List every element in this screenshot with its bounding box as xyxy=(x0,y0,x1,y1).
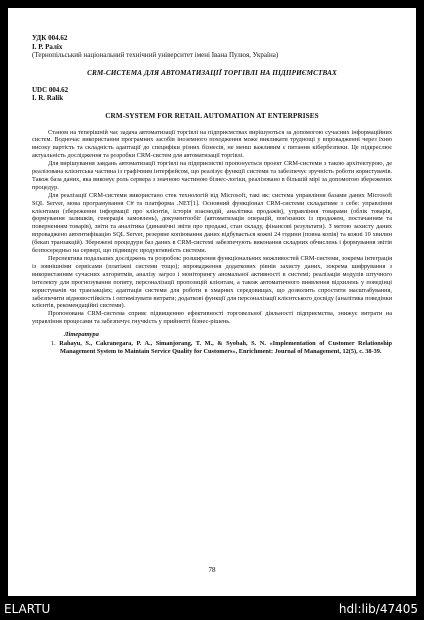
paragraph-perspectives: Перспектива подальших досліджень та розробок: розширення функціональних можливостей CRM-системи, зокрема інтеграція із зовнішніми сервісами (платіжні системи тощо); впровадження додаткових рівнів захисту даних, зокрема шифрування з використанням сучасних алгоритмів, аналізу загроз і моніторингу аномальної активності в системі; реалізація модулів штучного інтелекту для прогнозування попиту, персоналізації пропозицій клієнтам, а також автоматичного виявлення відхилень у поведінці користувачів чи транзакціях; адаптація системи для роботи в хмарних середовищах, що дозволить спростити масштабування, забезпечити відмовостійкість і оптимізувати витрати; додаткові функції для персоналізації клієнтського досвіду (аналітика поведінки клієнтів, рекомендаційні системи). xyxy=(32,255,392,310)
reference-text: Rahayu, S., Cakranegara, P. A., Simanjorang, T. M., & Syobah, S. N. «Implementation of Customer Relationship Management System to Maintain Service Quality for Customers», Enrichment: Journal of Management, 12(5), с. 38-39. xyxy=(59,340,392,356)
article-body xyxy=(32,129,392,327)
references-heading: Література xyxy=(64,331,99,339)
ua-header xyxy=(32,34,392,60)
en-header xyxy=(32,86,392,103)
footer-bar xyxy=(0,598,424,620)
ua-author: І. Р. Раліх xyxy=(32,42,63,51)
article-content xyxy=(32,34,392,356)
ua-title: CRM-СИСТЕМА ДЛЯ АВТОМАТИЗАЦІЇ ТОРГІВЛІ НА ПІДПРИЄМСТВАХ xyxy=(87,68,337,77)
footer-repository-label: ELARTU xyxy=(4,602,51,616)
ua-affiliation: (Тернопільський національний технічний університет імені Івана Пулюя, Україна) xyxy=(32,51,279,59)
en-title: CRM-SYSTEM FOR RETAIL AUTOMATION AT ENTERPRISES xyxy=(105,111,319,120)
reference-item xyxy=(32,340,392,356)
paragraph-technology: Для реалізації CRM-системи використано стек технологій від Microsoft, такі як: система управління базами даних Microsoft SQL Server, мова програмування C# та платформа .NET[1]. Основний функціонал CRM-системи складатиме з себе: управління клієнтами (збереження інформації про клієнтів, історія взаємодій, аналітика продажів), управління товарами (облік товарів, формування залишків, генерація замовлень), документообіг (автоматизація операцій, пов'язаних із продажем, постачанням та поверненням товарів), звіти та аналітика (динамічні звіти про продажі, стан складу, фінансові результати). З метою захисту даних впроваджено автентифікацію SQL Server, резервне копіювання даних відбувається кожні 24 години (повна копія) та кожні 10 хвилин (бекап транзакцій). Збережені процедури баз даних в CRM-системі забезпечують виконання складних обчислень і формування звітів безпосередньо на сервері, що підвищує продуктивність системи. xyxy=(32,191,392,255)
reference-number: 1. xyxy=(51,340,56,348)
ua-udc: УДК 004.62 xyxy=(32,34,68,42)
en-author: I. R. Ralik xyxy=(32,94,64,102)
paragraph-architecture: Для вирішування завдань автоматизації торгівлі на підприємстві пропонується проект CRM-системи з такою архітектурою, де реалізована клієнтська частина із графічним інтерфейсом, що реалізує функції системи та забезпечує зручність роботи користувачів. Також база даних, яка виконує роль сервера з значною частиною бізнес-логіки, реалізовано в більшій мірі за допомогою збережених процедур. xyxy=(32,160,392,191)
en-udc: UDC 004.62 xyxy=(32,85,69,94)
paragraph-conclusion: Пропонована CRM-система сприяє підвищенню ефективності торговельної діяльності підприємства, знижує витрати на управління процесами та забезпечує гнучкість у прийнятті бізнес-рішень. xyxy=(32,310,392,326)
page-number: 78 xyxy=(208,566,216,574)
paper-page xyxy=(8,8,416,596)
footer-handle-label: hdl:lib/47405 xyxy=(338,602,418,616)
paragraph-intro: Станом на теперішній час задача автоматизації торгівлі на підприємствах вирішуються за допомогою сучасних інформаційних систем. Водночас використання програмних засобів іноземного походження може викликати труднощі у впровадженні через їхню високу вартість та складність адаптації до специфіки різних бізнесів, не менш важливим є питання кібербезпеки. Це підкреслює актуальність дослідження та розробки CRM-систем для автоматизації торгівлі. xyxy=(32,128,392,160)
